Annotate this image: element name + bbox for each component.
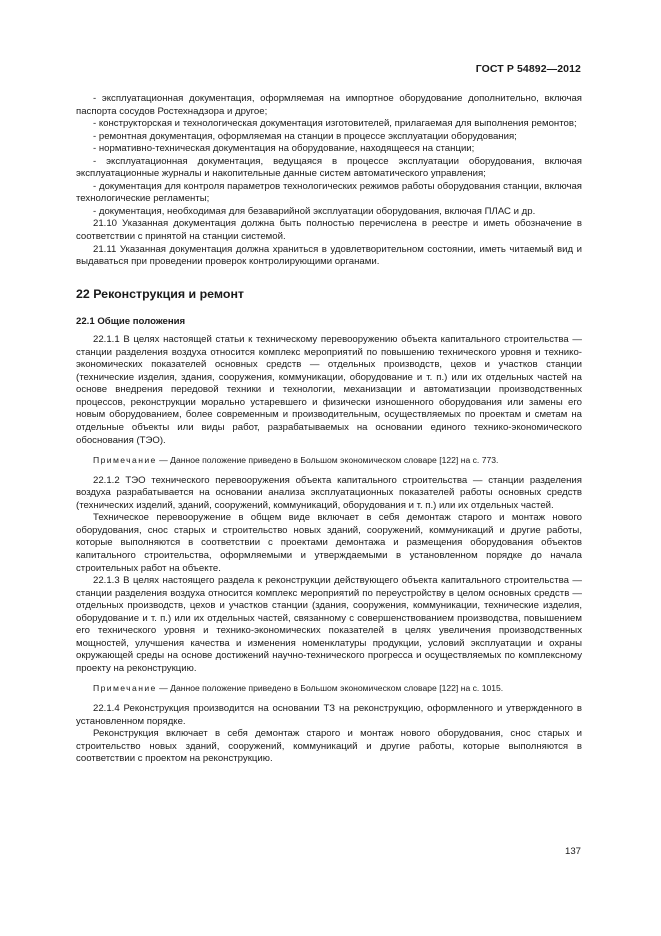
page-number: 137: [564, 846, 581, 857]
list-item: - конструкторская и технологическая документация изготовителей, прилагаемая для выполнения ремонтов;: [93, 118, 577, 130]
list-item: - ремонтная документация, оформляемая на станции в процессе эксплуатации оборудования;: [93, 130, 517, 142]
subsection-title: 22.1 Общие положения: [76, 315, 186, 327]
list-item: - нормативно-техническая документация на оборудование, находящееся на станции;: [93, 143, 475, 155]
section-title: 22 Реконструкция и ремонт: [76, 286, 245, 301]
clause-22-1-4-continued: Реконструкция включает в себя демонтаж старого и монтаж нового оборудования, снос старых и строительство новых зданий, сооружений, коммуникаций и другие работы, которые выполняются в соответствии с проектом на реконструкцию.: [76, 728, 582, 765]
list-item: - эксплуатационная документация, оформляемая на импортное оборудование дополнительно, включая паспорта сосудов Ростехнадзора и другое;: [76, 93, 582, 117]
clause-22-1-4: 22.1.4 Реконструкция производится на основании ТЗ на реконструкцию, оформленного и утвержденного в установленном порядке.: [76, 702, 582, 727]
note-label: Примечание: [93, 455, 157, 466]
note-text: — Данное положение приведено в Большом экономическом словаре [122] на с. 1015.: [156, 683, 504, 694]
list-item: - документация, необходимая для безаварийной эксплуатации оборудования, включая ПЛАС и др.: [93, 205, 536, 217]
clause-22-1-2: 22.1.2 ТЭО технического перевооружения объекта капитального строительства — станции разделения воздуха разрабатывается на основании анализа эксплуатационных показателей работы основных средств (технических изделий, зданий, сооружений, коммуникаций, оборудования и т. п.) или их отдельных частей.: [76, 474, 582, 511]
note-1: [76, 454, 582, 467]
clause-21-11: 21.11 Указанная документация должна храниться в удовлетворительном состоянии, иметь читаемый вид и выдаваться при проведении проверок контролирующими органами.: [76, 243, 582, 268]
standard-header: ГОСТ Р 54892—2012: [475, 63, 581, 75]
clause-22-1-3: 22.1.3 В целях настоящего раздела к реконструкции действующего объекта капитального строительства — станции разделения воздуха относится комплекс мероприятий по переустройству в целом основных средств — отдельных производств, цехов и участков станции (здания, сооружения, коммуникации, технические изделия, оборудование и т. п.) или их отдельных частей, связанному с совершенствованием производства, повышением его технического уровня и технико-экономических показателей в целях увеличения производственных мощностей, улучшения качества и изменения номенклатуры продукции, условий эксплуатации и охраны окружающей среды на основе достижений научно-технического прогресса и осуществляемых по комплексному проекту на реконструкцию.: [76, 575, 582, 674]
clause-22-1-2-continued: Техническое перевооружение в общем виде включает в себя демонтаж старого и монтаж нового оборудования, снос старых и строительство новых зданий, сооружений, коммуникаций и другие работы, которые выполняются в соответствии с проектами демонтажа и размещения оборудования объектов капитального строительства, оформляемыми и утверждаемыми в установленном порядке до начала строительных работ на объекте.: [76, 512, 582, 574]
clause-22-1-1: 22.1.1 В целях настоящей статьи к техническому перевооружению объекта капитального строительства — станции разделения воздуха относится комплекс мероприятий по повышению технического уровня и технико-экономических показателей основных средств — отдельных производств, цехов и участков станции (технические изделия, здания, сооружения, коммуникации, оборудование и т. п.) или их отдельных частей на основе внедрения передовой техники и технологии, механизации и автоматизации производственных процессов, реконструкции морально устаревшего и физически изношенного оборудования или замены его новым оборудованием, более современным и производительным, осуществляемых по проектам и сметам на отдельные объекты или виды работ, разрабатываемых на основании единого технико-экономического обоснования (ТЭО).: [76, 334, 582, 446]
note-text: — Данное положение приведено в Большом экономическом словаре [122] на с. 773.: [156, 455, 499, 466]
list-item: - документация для контроля параметров технологических режимов работы оборудования станции, включая технологические регламенты;: [76, 180, 582, 205]
note-2: [76, 682, 582, 695]
note-label: Примечание: [93, 683, 157, 694]
clause-21-10: 21.10 Указанная документация должна быть полностью перечислена в реестре и иметь обозначение в соответствии с принятой на станции системой.: [76, 218, 582, 243]
list-item: - эксплуатационная документация, ведущаяся в процессе эксплуатации оборудования, включая эксплуатационные журналы и накопительные данные систем автоматического управления;: [76, 155, 582, 180]
page-content: [76, 93, 582, 766]
